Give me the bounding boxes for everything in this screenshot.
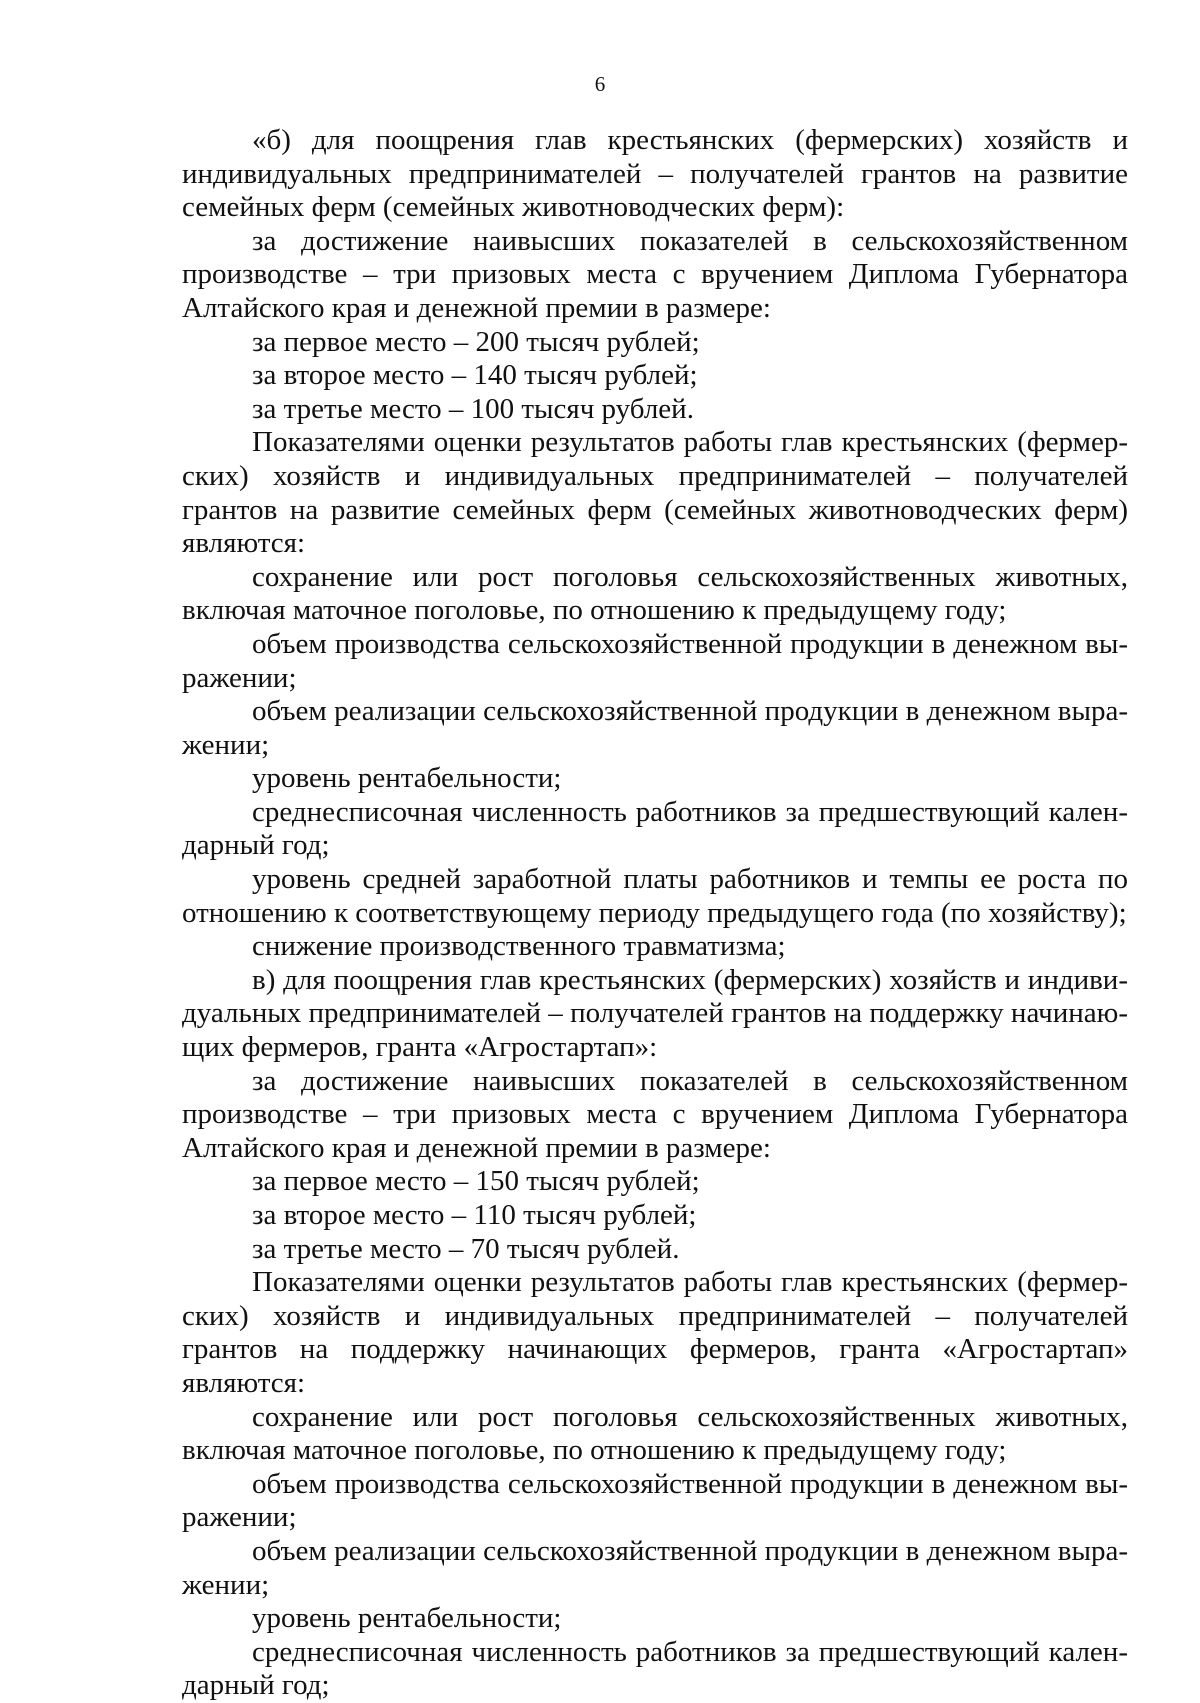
paragraph: за первое место – 200 тысяч рублей; (252, 325, 700, 358)
paragraph: за второе место – 110 тысяч рублей; (252, 1199, 697, 1231)
paragraph: в) для поощрения глав крестьянских (фермерских) хозяйств и индивидуальных предпринимателей – получателей грантов на поддержку начинающих фермеров, гранта «Агростартап»: (182, 963, 1128, 1064)
paragraph: объем производства сельскохозяйственной продукции в денежном выражении; (182, 627, 1128, 694)
paragraph: за первое место – 150 тысяч рублей; (252, 1165, 700, 1198)
paragraph: за второе место – 140 тысяч рублей; (252, 359, 698, 392)
document-body (182, 124, 1128, 1703)
paragraph: среднесписочная численность работников за предшествующий календарный год; (182, 1635, 1128, 1702)
paragraph: сохранение или рост поголовья сельскохозяйственных животных, включая маточное поголовье, по отношению к предыдущему году; (182, 1400, 1128, 1467)
paragraph: уровень рентабельности; (252, 1602, 562, 1635)
paragraph: за достижение наивысших показателей в сельскохозяйственном производстве – три призовых места с вручением Диплома Губернатора Алтайского края и денежной премии в размере: (182, 224, 1128, 324)
paragraph: Показателями оценки результатов работы глав крестьянских (фермерских) хозяйств и индивидуальных предпринимателей – получателей грантов на развитие семейных ферм (семейных животноводческих ферм) являются: (182, 426, 1128, 560)
paragraph: «б) для поощрения глав крестьянских (фермерских) хозяйств и индивидуальных предпринимателей – получателей грантов на развитие семейных ферм (семейных животноводческих ферм): (182, 124, 1128, 224)
paragraph: среднесписочная численность работников за предшествующий календарный год; (182, 795, 1128, 862)
paragraph: Показателями оценки результатов работы глав крестьянских (фермерских) хозяйств и индивидуальных предпринимателей – получателей грантов на поддержку начинающих фермеров, гранта «Агростартап» являются: (182, 1266, 1128, 1399)
paragraph: за достижение наивысших показателей в сельскохозяйственном производстве – три призовых места с вручением Диплома Губернатора Алтайского края и денежной премии в размере: (182, 1064, 1128, 1164)
paragraph: сохранение или рост поголовья сельскохозяйственных животных, включая маточное поголовье, по отношению к предыдущему году; (182, 560, 1128, 627)
paragraph: объем реализации сельскохозяйственной продукции в денежном выражении; (182, 1534, 1128, 1601)
paragraph: уровень рентабельности; (252, 762, 562, 795)
paragraph: уровень средней заработной платы работников и темпы ее роста по отношению к соответствующему периоду предыдущего года (по хозяйству); (182, 863, 1128, 929)
paragraph: снижение производственного травматизма; (252, 930, 786, 963)
paragraph: за третье место – 70 тысяч рублей. (252, 1232, 680, 1265)
paragraph: объем реализации сельскохозяйственной продукции в денежном выражении; (182, 695, 1128, 761)
paragraph: объем производства сельскохозяйственной продукции в денежном выражении; (182, 1467, 1128, 1534)
paragraph: за третье место – 100 тысяч рублей. (252, 392, 694, 425)
page-number: 6 (594, 72, 606, 96)
